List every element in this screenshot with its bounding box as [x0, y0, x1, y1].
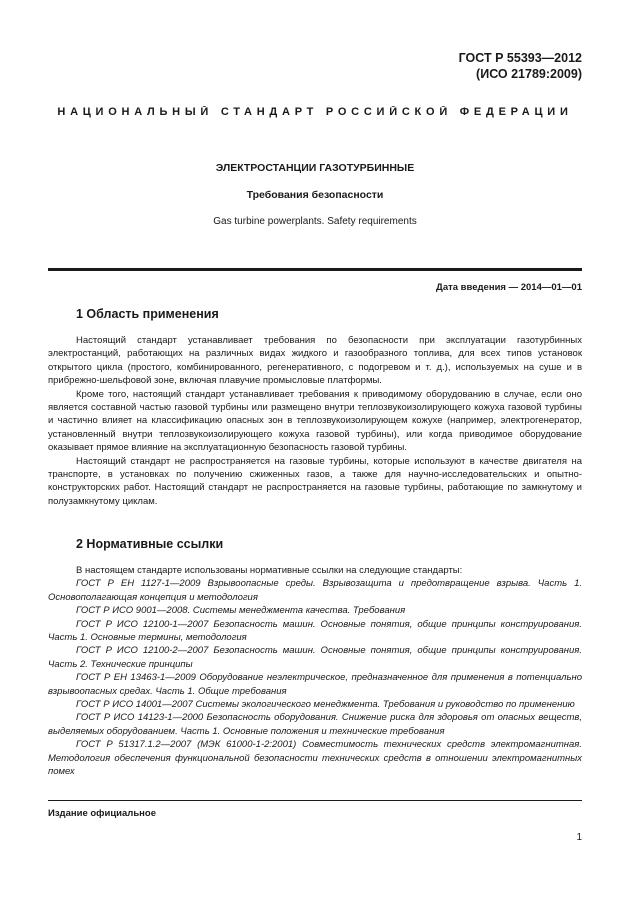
reference-item: ГОСТ Р ИСО 14001—2007 Системы экологического менеджмента. Требования и руководство по применению	[76, 699, 575, 711]
footer-divider	[48, 800, 582, 801]
reference-item: ГОСТ Р ЕН 1127-1—2009 Взрывоопасные среды. Взрывозащита и предотвращение взрыва. Часть 1. Основополагающая концепция и методология	[48, 578, 582, 603]
english-title: Gas turbine powerplants. Safety requirements	[213, 216, 417, 227]
national-standard-title: НАЦИОНАЛЬНЫЙ СТАНДАРТ РОССИЙСКОЙ ФЕДЕРАЦИИ	[57, 106, 573, 118]
title-divider	[48, 268, 582, 271]
document-subtitle: Требования безопасности	[246, 189, 384, 201]
page-number: 1	[576, 832, 582, 843]
reference-item: ГОСТ Р ИСО 14123-1—2000 Безопасность оборудования. Снижение риска для здоровья от опасных веществ, выделяемых оборудованием. Часть 1. Основные положения и технические требования	[48, 712, 582, 737]
section-2-body	[48, 564, 582, 779]
reference-item: ГОСТ Р ИСО 9001—2008. Системы менеджмента качества. Требования	[76, 605, 406, 617]
reference-item: ГОСТ Р ИСО 12100-2—2007 Безопасность машин. Основные понятия, общие принципы конструирования. Часть 2. Технические принципы	[48, 645, 582, 670]
paragraph: Кроме того, настоящий стандарт устанавливает требования к приводимому оборудованию в случае, если оно является составной частью газовой турбины или размещено внутри теплозвукоизолирующего кожуха газовой турбины и частично влияет на классификацию опасных зон в теплозвукоизолирующем кожухе (например, электрогенератор, установленный внутри теплозвукоизолирующего кожуха газовой турбины), или когда приводимое оборудование оказывает прямое влияние на эксплуатационную безопасность газовой турбины.	[48, 388, 582, 454]
introduction-date: Дата введения — 2014—01—01	[436, 282, 582, 293]
section-1-heading: 1 Область применения	[76, 307, 219, 321]
paragraph: Настоящий стандарт не распространяется на газовые турбины, которые используют в качестве двигателя на транспорте, в установках по получению сжиженных газов, а также для научно-исследовательских и опытно-конструкторских работ. Настоящий стандарт не распространяется на газовые турбины, работающие по замкнутому и полузамкнутому циклам.	[48, 455, 582, 507]
document-code	[459, 50, 582, 82]
reference-item: ГОСТ Р 51317.1.2—2007 (МЭК 61000-1-2:2001) Совместимость технических средств электромагнитная. Методология обеспечения функциональной безопасности технических средств в отношении электромагнитных помех	[48, 739, 582, 778]
paragraph: Настоящий стандарт устанавливает требования по безопасности при эксплуатации газотурбинных электростанций, работающих на различных видах жидкого и газообразного топлива, для всех типов установок открытого цикла (простого, комбинированного, регенеративного, с подогревом и т. д.), используемых на суше и в прибрежно-шельфовой зоне, включая плавучие промысловые платформы.	[48, 335, 582, 387]
iso-number: (ИСО 21789:2009)	[476, 67, 582, 81]
section-2-heading: 2 Нормативные ссылки	[76, 537, 224, 551]
reference-item: ГОСТ Р ИСО 12100-1—2007 Безопасность машин. Основные понятия, общие принципы конструирования. Часть 1. Основные термины, методология	[48, 618, 582, 644]
section-1-body	[48, 334, 582, 508]
document-title: ЭЛЕКТРОСТАНЦИИ ГАЗОТУРБИННЫЕ	[215, 162, 415, 174]
gost-number: ГОСТ Р 55393—2012	[458, 51, 582, 65]
references-intro: В настоящем стандарте использованы нормативные ссылки на следующие стандарты:	[76, 565, 463, 576]
reference-item: ГОСТ Р ЕН 13463-1—2009 Оборудование неэлектрическое, предназначенное для применения в потенциально взрывоопасных средах. Часть 1. Общие требования	[48, 672, 582, 697]
official-edition-label: Издание официальное	[48, 808, 156, 819]
